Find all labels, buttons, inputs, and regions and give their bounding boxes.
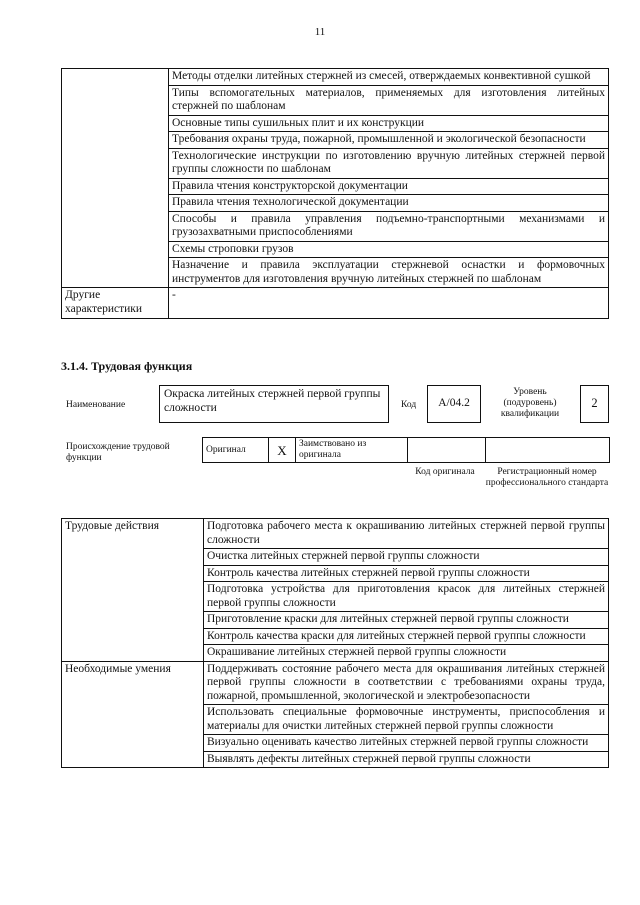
action-item: Контроль качества краски для литейных стержней первой группы сложности [204, 628, 609, 645]
actions-label: Трудовые действия [62, 519, 204, 662]
origin-mark: X [269, 438, 296, 463]
knowledge-item: Схемы строповки грузов [169, 241, 609, 258]
action-item: Приготовление краски для литейных стержней первой группы сложности [204, 612, 609, 629]
other-characteristics-value: - [169, 288, 609, 319]
name-value: Окраска литейных стержней первой группы сложности [159, 385, 389, 423]
skill-item: Визуально оценивать качество литейных стержней первой группы сложности [204, 735, 609, 752]
other-characteristics-label: Другие характеристики [62, 288, 169, 319]
table-row [62, 288, 609, 319]
knowledge-item: Основные типы сушильных плит и их конструкции [169, 115, 609, 132]
code-label: Код [401, 400, 417, 410]
reg-caption: Регистрационный номер профессионального стандарта [485, 467, 609, 488]
origin-original-label: Оригинал [203, 438, 269, 463]
page-number: 11 [314, 26, 326, 38]
origin-table [202, 437, 610, 463]
level-label: Уровень (подуровень) квалификации [500, 387, 560, 419]
knowledge-table [61, 68, 609, 319]
level-value: 2 [580, 385, 609, 423]
skill-item: Выявлять дефекты литейных стержней первой группы сложности [204, 751, 609, 768]
knowledge-item: Типы вспомогательных материалов, применяемых для изготовления литейных стержней по шаблонам [169, 85, 609, 115]
origin-label: Происхождение трудовой функции [66, 442, 170, 463]
knowledge-item: Требования охраны труда, пожарной, промышленной и экологической безопасности [169, 132, 609, 149]
name-label: Наименование [66, 400, 126, 410]
section-title: 3.1.4. Трудовая функция [61, 359, 193, 373]
knowledge-item: Методы отделки литейных стержней из смесей, отверждаемых конвективной сушкой [169, 69, 609, 86]
skill-item: Поддерживать состояние рабочего места для окрашивания литейных стержней первой группы сложности в соответствии с требованиями охраны труда, пожарной, промышленной, экологической и электробезопасности [204, 661, 609, 705]
skills-label: Необходимые умения [62, 661, 204, 768]
knowledge-item: Назначение и правила эксплуатации стержневой оснастки и формовочных инструментов для изготовления вручную литейных стержней по шаблонам [169, 258, 609, 288]
action-item: Подготовка устройства для приготовления красок для литейных стержней первой группы сложности [204, 582, 609, 612]
table-row [203, 438, 610, 463]
action-item: Контроль качества литейных стержней первой группы сложности [204, 565, 609, 582]
function-table [61, 518, 609, 768]
knowledge-item: Способы и правила управления подъемно-транспортными механизмами и грузозахватными приспособлениями [169, 211, 609, 241]
knowledge-item: Правила чтения технологической документации [169, 195, 609, 212]
action-item: Окрашивание литейных стержней первой группы сложности [204, 645, 609, 662]
origin-reg-cell [486, 438, 610, 463]
code-value: А/04.2 [427, 385, 481, 423]
skill-item: Использовать специальные формовочные инструменты, приспособления и материалы для очистки литейных стержней первой группы сложности [204, 705, 609, 735]
knowledge-item: Технологические инструкции по изготовлению вручную литейных стержней первой группы сложности по шаблонам [169, 148, 609, 178]
table-row [62, 661, 609, 705]
action-item: Подготовка рабочего места к окрашиванию литейных стержней первой группы сложности [204, 519, 609, 549]
origin-borrowed-label: Заимствовано из оригинала [296, 438, 408, 463]
knowledge-item: Правила чтения конструкторской документации [169, 178, 609, 195]
code-caption: Код оригинала [415, 467, 475, 477]
action-item: Очистка литейных стержней первой группы сложности [204, 549, 609, 566]
origin-code-cell [408, 438, 486, 463]
table-row [62, 519, 609, 549]
table-row [62, 69, 609, 86]
empty-label-cell [62, 69, 169, 288]
